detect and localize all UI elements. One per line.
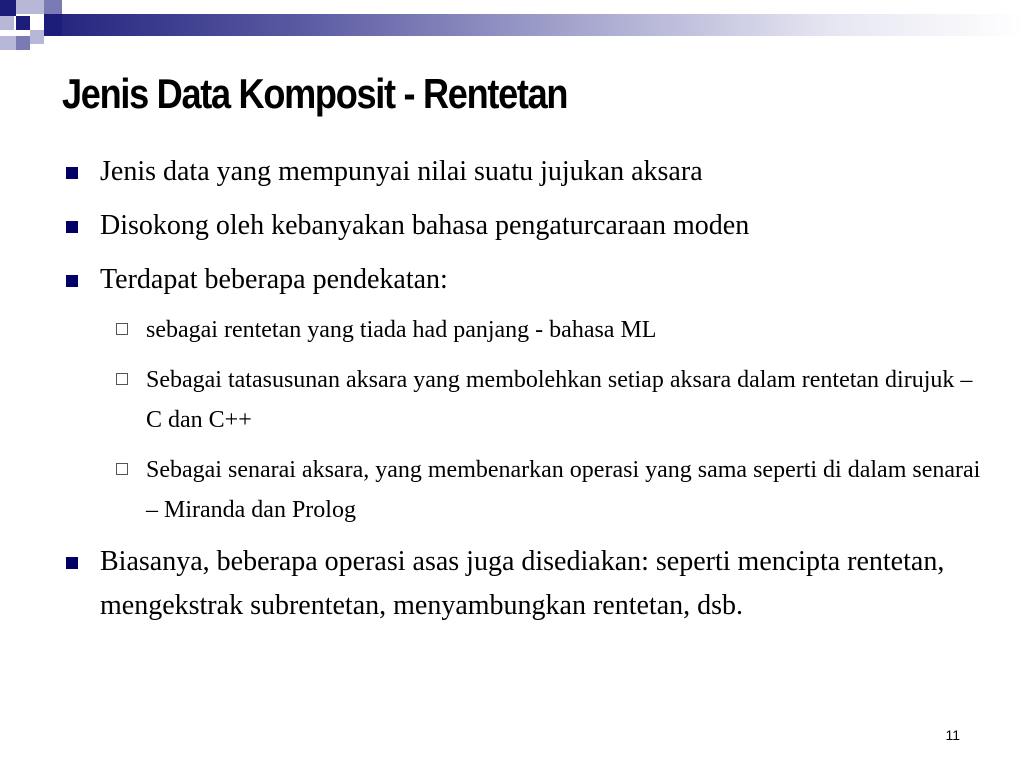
decor-square bbox=[44, 14, 62, 36]
decor-square bbox=[16, 16, 30, 30]
slide-title: Jenis Data Komposit - Rentetan bbox=[62, 70, 568, 117]
decor-square bbox=[30, 0, 44, 14]
sub-bullet-item bbox=[146, 450, 982, 530]
bullet-item bbox=[62, 204, 982, 248]
square-bullet-icon bbox=[66, 221, 78, 233]
decor-square bbox=[16, 0, 30, 14]
hollow-square-bullet-icon bbox=[116, 323, 128, 335]
sub-bullet-list bbox=[62, 310, 982, 530]
hollow-square-bullet-icon bbox=[116, 463, 128, 475]
bullet-item bbox=[62, 540, 982, 628]
sub-bullet-item bbox=[146, 360, 982, 440]
bullet-text: Biasanya, beberapa operasi asas juga disediakan: seperti mencipta rentetan, mengekstrak subrentetan, menyambungkan rentetan, dsb. bbox=[100, 546, 945, 621]
square-bullet-icon bbox=[66, 275, 78, 287]
decor-square bbox=[44, 0, 62, 14]
sub-bullet-text: Sebagai tatasusunan aksara yang membolehkan setiap aksara dalam rentetan dirujuk – C dan C++ bbox=[146, 367, 973, 433]
sub-bullet-text: Sebagai senarai aksara, yang membenarkan operasi yang sama seperti di dalam senarai – Miranda dan Prolog bbox=[146, 457, 981, 523]
sub-bullet-item bbox=[146, 310, 982, 350]
decor-square bbox=[16, 36, 30, 50]
bullet-text: Disokong oleh kebanyakan bahasa pengaturcaraan moden bbox=[100, 210, 750, 241]
decor-square bbox=[0, 0, 16, 16]
hollow-square-bullet-icon bbox=[116, 373, 128, 385]
bullet-list bbox=[62, 150, 982, 638]
decor-square bbox=[0, 36, 16, 50]
sub-bullet-text: sebagai rentetan yang tiada had panjang - bahasa ML bbox=[146, 317, 657, 343]
bullet-item bbox=[62, 150, 982, 194]
bullet-text: Jenis data yang mempunyai nilai suatu jujukan aksara bbox=[100, 156, 703, 187]
square-bullet-icon bbox=[66, 557, 78, 569]
decor-square bbox=[30, 30, 44, 44]
slide-number: 11 bbox=[945, 727, 960, 743]
bullet-text: Terdapat beberapa pendekatan: bbox=[100, 264, 448, 295]
decor-square bbox=[0, 16, 14, 30]
square-bullet-icon bbox=[66, 167, 78, 179]
bullet-item bbox=[62, 258, 982, 302]
header-gradient-bar bbox=[62, 14, 1024, 36]
